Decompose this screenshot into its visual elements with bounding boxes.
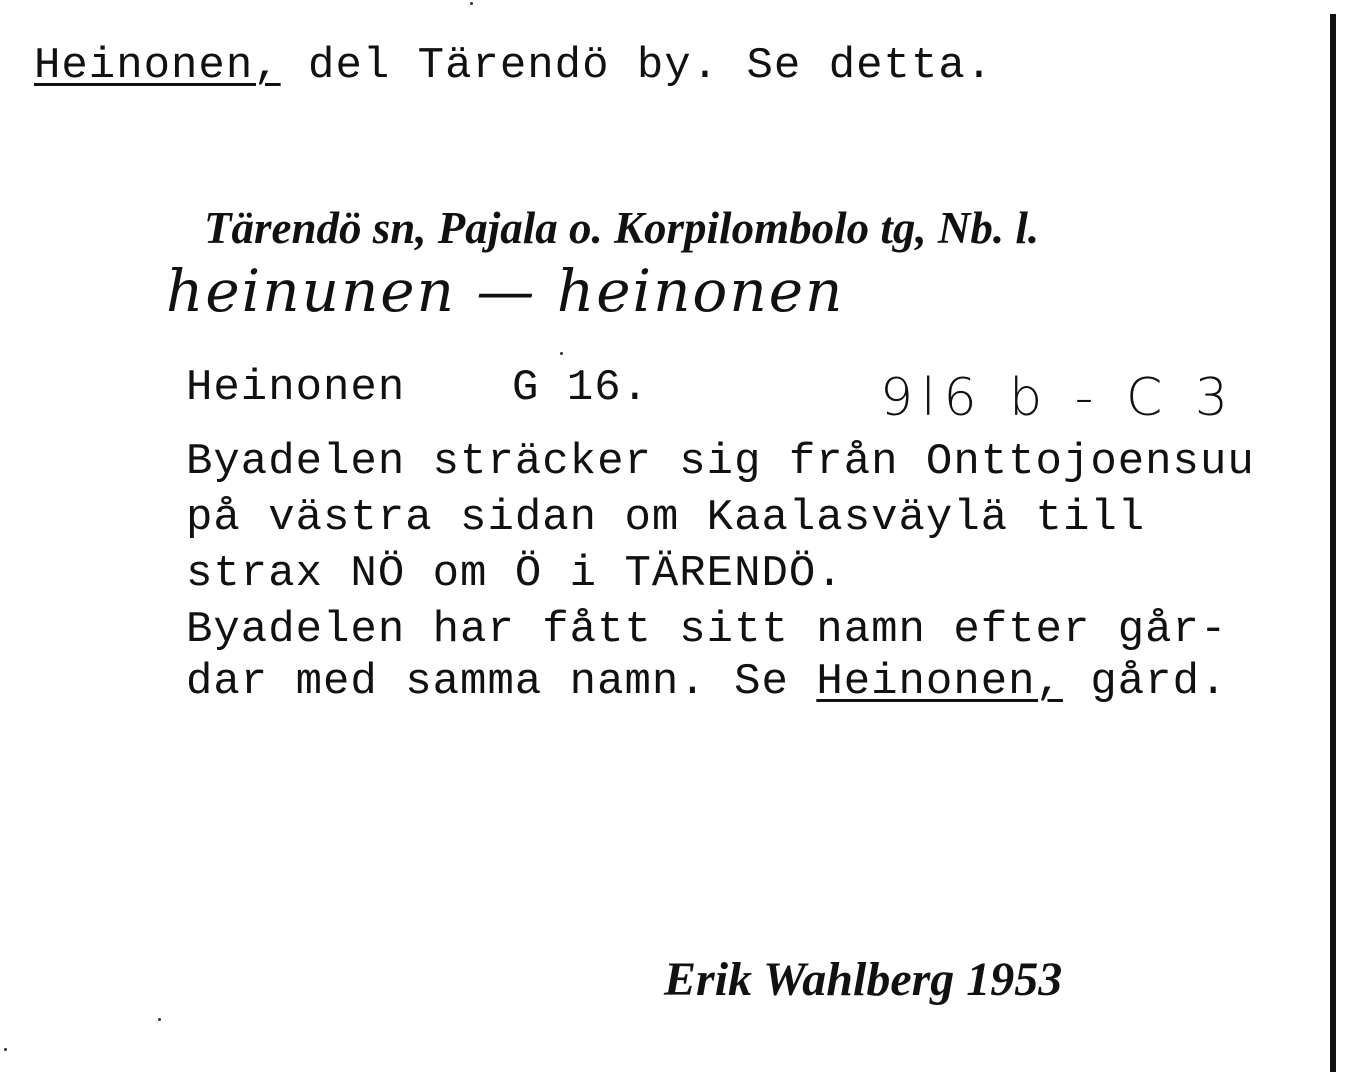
map-name: Heinonen <box>186 363 406 413</box>
signature: Erik Wahlberg 1953 <box>664 953 1063 1006</box>
card-edge-line <box>1330 14 1336 1072</box>
cross-reference: Heinonen, <box>816 657 1063 707</box>
body-line-4: Byadelen har fått sitt namn efter går- <box>186 605 1228 655</box>
body-line-3: strax NÖ om Ö i TÄRENDÖ. <box>186 549 844 599</box>
headword: Heinonen, <box>34 41 281 91</box>
body-line-5-end: gård. <box>1062 657 1228 707</box>
map-sheet: G 16. <box>512 363 650 413</box>
body-line-1: Byadelen sträcker sig från Onttojoensuu <box>186 437 1255 487</box>
scan-speck <box>470 2 473 5</box>
body-line-5 <box>186 657 1228 707</box>
location-line: Tärendö sn, Pajala o. Korpilombolo tg, Nb. l. <box>204 203 1040 253</box>
body-line-5-start: dar med samma namn. Se <box>186 657 817 707</box>
header-line <box>34 41 994 91</box>
header-rest: del Tärendö by. Se detta. <box>280 41 994 91</box>
scan-speck <box>4 1048 7 1051</box>
map-reference-handwritten: 9l6 b - C 3 <box>880 368 1236 428</box>
scan-speck <box>158 1018 161 1021</box>
pronunciation-handwritten: heinunen — heinonen <box>166 257 845 325</box>
scan-speck <box>560 352 563 355</box>
body-line-2: på västra sidan om Kaalasväylä till <box>186 493 1146 543</box>
